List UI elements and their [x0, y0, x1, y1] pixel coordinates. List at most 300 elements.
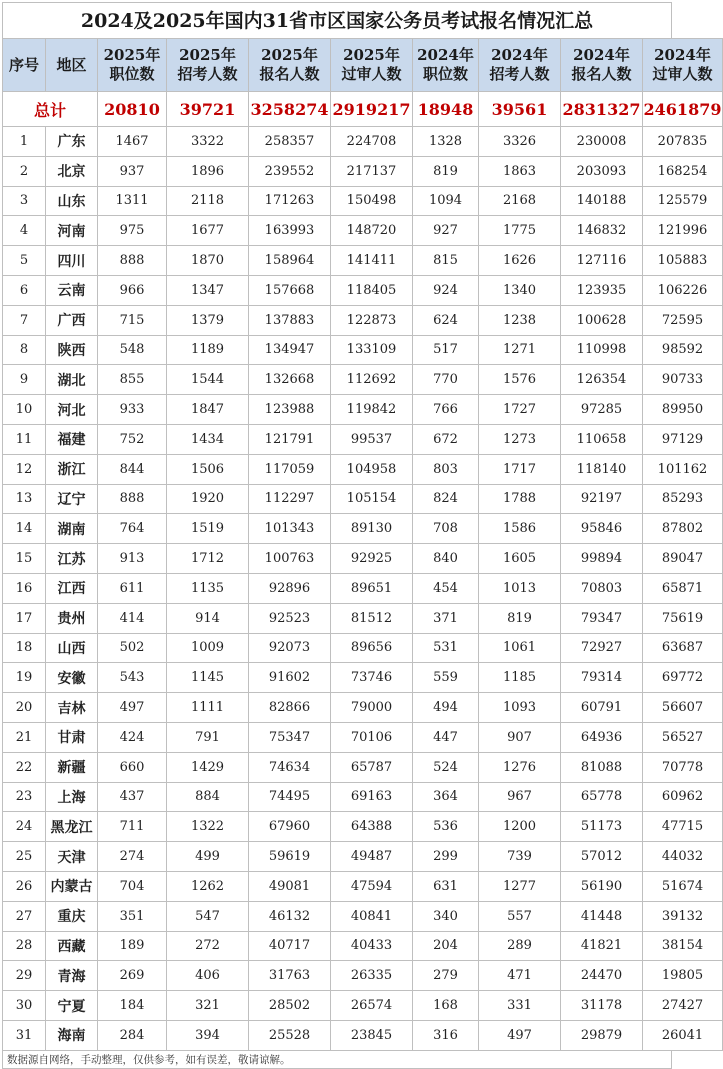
total-cell: 18948	[413, 92, 479, 127]
data-cell: 1276	[479, 752, 561, 782]
data-cell: 65871	[643, 573, 723, 603]
data-cell: 112297	[249, 484, 331, 514]
total-label: 总计	[3, 92, 98, 127]
data-cell: 75619	[643, 603, 723, 633]
data-cell: 739	[479, 842, 561, 872]
data-cell: 1626	[479, 246, 561, 276]
data-cell: 87802	[643, 514, 723, 544]
region-name: 广东	[46, 127, 98, 157]
data-cell: 46132	[249, 901, 331, 931]
data-cell: 69772	[643, 663, 723, 693]
data-cell: 140188	[561, 186, 643, 216]
data-cell: 1273	[479, 424, 561, 454]
data-cell: 1677	[167, 216, 249, 246]
data-cell: 133109	[331, 335, 413, 365]
data-cell: 51674	[643, 871, 723, 901]
data-cell: 819	[413, 156, 479, 186]
data-cell: 92197	[561, 484, 643, 514]
region-name: 新疆	[46, 752, 98, 782]
data-cell: 497	[98, 693, 167, 723]
data-cell: 1506	[167, 454, 249, 484]
table-row	[3, 573, 723, 603]
data-cell: 494	[413, 693, 479, 723]
data-cell: 1200	[479, 812, 561, 842]
data-cell: 258357	[249, 127, 331, 157]
data-cell: 1896	[167, 156, 249, 186]
data-cell: 189	[98, 931, 167, 961]
data-cell: 40717	[249, 931, 331, 961]
data-cell: 1847	[167, 395, 249, 425]
row-number: 2	[3, 156, 46, 186]
data-cell: 272	[167, 931, 249, 961]
column-header: 2025年 职位数	[98, 39, 167, 92]
data-cell: 40433	[331, 931, 413, 961]
data-cell: 524	[413, 752, 479, 782]
data-cell: 101162	[643, 454, 723, 484]
region-name: 上海	[46, 782, 98, 812]
data-cell: 547	[167, 901, 249, 931]
total-cell: 39721	[167, 92, 249, 127]
region-name: 湖北	[46, 365, 98, 395]
data-cell: 60962	[643, 782, 723, 812]
data-cell: 127116	[561, 246, 643, 276]
data-cell: 316	[413, 1020, 479, 1050]
data-cell: 171263	[249, 186, 331, 216]
data-cell: 924	[413, 275, 479, 305]
data-cell: 1605	[479, 544, 561, 574]
data-cell: 125579	[643, 186, 723, 216]
row-number: 9	[3, 365, 46, 395]
data-cell: 1111	[167, 693, 249, 723]
data-cell: 39132	[643, 901, 723, 931]
data-cell: 1311	[98, 186, 167, 216]
region-name: 四川	[46, 246, 98, 276]
region-name: 山东	[46, 186, 98, 216]
data-cell: 59619	[249, 842, 331, 872]
data-cell: 1340	[479, 275, 561, 305]
data-cell: 23845	[331, 1020, 413, 1050]
region-name: 西藏	[46, 931, 98, 961]
total-cell: 3258274	[249, 92, 331, 127]
total-cell: 39561	[479, 92, 561, 127]
data-cell: 203093	[561, 156, 643, 186]
data-cell: 1093	[479, 693, 561, 723]
table-title: 2024及2025年国内31省市区国家公务员考试报名情况汇总	[2, 2, 672, 38]
data-cell: 47594	[331, 871, 413, 901]
data-cell: 47715	[643, 812, 723, 842]
data-cell: 660	[98, 752, 167, 782]
data-cell: 89651	[331, 573, 413, 603]
data-cell: 38154	[643, 931, 723, 961]
table-row	[3, 991, 723, 1021]
data-cell: 1009	[167, 633, 249, 663]
table-row	[3, 246, 723, 276]
column-header: 2024年 过审人数	[643, 39, 723, 92]
table-row	[3, 424, 723, 454]
data-cell: 791	[167, 722, 249, 752]
data-cell: 104958	[331, 454, 413, 484]
table-row	[3, 871, 723, 901]
region-name: 吉林	[46, 693, 98, 723]
data-cell: 914	[167, 603, 249, 633]
data-cell: 708	[413, 514, 479, 544]
column-header: 2024年 职位数	[413, 39, 479, 92]
data-cell: 711	[98, 812, 167, 842]
region-name: 内蒙古	[46, 871, 98, 901]
data-cell: 72595	[643, 305, 723, 335]
data-cell: 855	[98, 365, 167, 395]
data-cell: 217137	[331, 156, 413, 186]
table-row	[3, 395, 723, 425]
data-cell: 1094	[413, 186, 479, 216]
region-name: 宁夏	[46, 991, 98, 1021]
data-cell: 1238	[479, 305, 561, 335]
data-cell: 3326	[479, 127, 561, 157]
data-cell: 497	[479, 1020, 561, 1050]
data-cell: 907	[479, 722, 561, 752]
data-cell: 74495	[249, 782, 331, 812]
table-row	[3, 544, 723, 574]
column-header: 2025年 招考人数	[167, 39, 249, 92]
data-cell: 79000	[331, 693, 413, 723]
table-row	[3, 633, 723, 663]
data-cell: 1061	[479, 633, 561, 663]
data-cell: 1870	[167, 246, 249, 276]
region-name: 江西	[46, 573, 98, 603]
data-cell: 2168	[479, 186, 561, 216]
data-cell: 1271	[479, 335, 561, 365]
region-name: 广西	[46, 305, 98, 335]
row-number: 16	[3, 573, 46, 603]
table-row	[3, 842, 723, 872]
row-number: 21	[3, 722, 46, 752]
table-row	[3, 961, 723, 991]
data-cell: 1189	[167, 335, 249, 365]
data-cell: 1328	[413, 127, 479, 157]
table-row	[3, 127, 723, 157]
data-cell: 67960	[249, 812, 331, 842]
data-cell: 204	[413, 931, 479, 961]
data-cell: 95846	[561, 514, 643, 544]
row-number: 6	[3, 275, 46, 305]
region-name: 海南	[46, 1020, 98, 1050]
data-cell: 65778	[561, 782, 643, 812]
region-name: 河北	[46, 395, 98, 425]
region-name: 北京	[46, 156, 98, 186]
data-cell: 1145	[167, 663, 249, 693]
data-cell: 340	[413, 901, 479, 931]
data-cell: 28502	[249, 991, 331, 1021]
data-cell: 41821	[561, 931, 643, 961]
region-name: 福建	[46, 424, 98, 454]
data-cell: 82866	[249, 693, 331, 723]
data-cell: 888	[98, 246, 167, 276]
data-cell: 163993	[249, 216, 331, 246]
row-number: 20	[3, 693, 46, 723]
data-cell: 19805	[643, 961, 723, 991]
data-cell: 26335	[331, 961, 413, 991]
data-cell: 279	[413, 961, 479, 991]
data-cell: 81088	[561, 752, 643, 782]
column-header: 2025年 报名人数	[249, 39, 331, 92]
data-cell: 118140	[561, 454, 643, 484]
region-name: 浙江	[46, 454, 98, 484]
total-cell: 20810	[98, 92, 167, 127]
data-cell: 884	[167, 782, 249, 812]
data-cell: 927	[413, 216, 479, 246]
data-cell: 74634	[249, 752, 331, 782]
table-row	[3, 275, 723, 305]
data-cell: 132668	[249, 365, 331, 395]
row-number: 30	[3, 991, 46, 1021]
data-cell: 110658	[561, 424, 643, 454]
data-cell: 90733	[643, 365, 723, 395]
data-cell: 471	[479, 961, 561, 991]
data-cell: 299	[413, 842, 479, 872]
region-name: 重庆	[46, 901, 98, 931]
data-cell: 56190	[561, 871, 643, 901]
table-row	[3, 782, 723, 812]
data-cell: 92073	[249, 633, 331, 663]
data-cell: 100763	[249, 544, 331, 574]
data-cell: 105883	[643, 246, 723, 276]
row-number: 22	[3, 752, 46, 782]
row-number: 18	[3, 633, 46, 663]
data-cell: 56607	[643, 693, 723, 723]
data-cell: 123935	[561, 275, 643, 305]
row-number: 17	[3, 603, 46, 633]
total-cell: 2461879	[643, 92, 723, 127]
row-number: 24	[3, 812, 46, 842]
table-row	[3, 335, 723, 365]
data-cell: 207835	[643, 127, 723, 157]
data-cell: 913	[98, 544, 167, 574]
data-cell: 24470	[561, 961, 643, 991]
data-cell: 168254	[643, 156, 723, 186]
data-cell: 321	[167, 991, 249, 1021]
data-cell: 1013	[479, 573, 561, 603]
data-cell: 1788	[479, 484, 561, 514]
data-cell: 64936	[561, 722, 643, 752]
row-number: 12	[3, 454, 46, 484]
data-cell: 454	[413, 573, 479, 603]
data-cell: 967	[479, 782, 561, 812]
data-cell: 31763	[249, 961, 331, 991]
row-number: 8	[3, 335, 46, 365]
column-header: 2024年 报名人数	[561, 39, 643, 92]
data-cell: 137883	[249, 305, 331, 335]
row-number: 26	[3, 871, 46, 901]
data-cell: 41448	[561, 901, 643, 931]
data-cell: 26041	[643, 1020, 723, 1050]
data-cell: 1135	[167, 573, 249, 603]
data-cell: 933	[98, 395, 167, 425]
table-row	[3, 454, 723, 484]
data-cell: 1185	[479, 663, 561, 693]
data-cell: 146832	[561, 216, 643, 246]
data-cell: 766	[413, 395, 479, 425]
data-cell: 1262	[167, 871, 249, 901]
row-number: 23	[3, 782, 46, 812]
data-cell: 1775	[479, 216, 561, 246]
data-cell: 752	[98, 424, 167, 454]
table-row	[3, 305, 723, 335]
table-row	[3, 603, 723, 633]
data-cell: 60791	[561, 693, 643, 723]
data-cell: 141411	[331, 246, 413, 276]
data-cell: 99537	[331, 424, 413, 454]
recruitment-table	[2, 38, 723, 1051]
data-cell: 56527	[643, 722, 723, 752]
data-cell: 447	[413, 722, 479, 752]
data-cell: 1576	[479, 365, 561, 395]
table-row	[3, 752, 723, 782]
data-cell: 394	[167, 1020, 249, 1050]
total-row	[3, 92, 723, 127]
data-cell: 117059	[249, 454, 331, 484]
table-row	[3, 901, 723, 931]
data-cell: 70778	[643, 752, 723, 782]
data-cell: 819	[479, 603, 561, 633]
data-cell: 85293	[643, 484, 723, 514]
data-cell: 121791	[249, 424, 331, 454]
data-cell: 122873	[331, 305, 413, 335]
data-cell: 764	[98, 514, 167, 544]
data-cell: 815	[413, 246, 479, 276]
data-cell: 1322	[167, 812, 249, 842]
row-number: 11	[3, 424, 46, 454]
data-cell: 29879	[561, 1020, 643, 1050]
data-cell: 98592	[643, 335, 723, 365]
column-header: 2025年 过审人数	[331, 39, 413, 92]
data-cell: 224708	[331, 127, 413, 157]
data-cell: 803	[413, 454, 479, 484]
data-cell: 715	[98, 305, 167, 335]
column-header: 序号	[3, 39, 46, 92]
data-cell: 1429	[167, 752, 249, 782]
data-cell: 148720	[331, 216, 413, 246]
data-cell: 118405	[331, 275, 413, 305]
data-cell: 73746	[331, 663, 413, 693]
data-cell: 230008	[561, 127, 643, 157]
data-cell: 92523	[249, 603, 331, 633]
header-row	[3, 39, 723, 92]
region-name: 山西	[46, 633, 98, 663]
data-cell: 81512	[331, 603, 413, 633]
data-cell: 126354	[561, 365, 643, 395]
table-row	[3, 693, 723, 723]
region-name: 黑龙江	[46, 812, 98, 842]
row-number: 19	[3, 663, 46, 693]
data-cell: 284	[98, 1020, 167, 1050]
region-name: 青海	[46, 961, 98, 991]
table-row	[3, 722, 723, 752]
data-cell: 168	[413, 991, 479, 1021]
total-cell: 2919217	[331, 92, 413, 127]
data-cell: 704	[98, 871, 167, 901]
region-name: 河南	[46, 216, 98, 246]
data-cell: 1717	[479, 454, 561, 484]
data-cell: 89047	[643, 544, 723, 574]
data-cell: 150498	[331, 186, 413, 216]
data-cell: 97129	[643, 424, 723, 454]
data-cell: 531	[413, 633, 479, 663]
data-cell: 536	[413, 812, 479, 842]
table-row	[3, 156, 723, 186]
data-cell: 824	[413, 484, 479, 514]
data-cell: 112692	[331, 365, 413, 395]
data-cell: 44032	[643, 842, 723, 872]
region-name: 江苏	[46, 544, 98, 574]
row-number: 4	[3, 216, 46, 246]
table-row	[3, 663, 723, 693]
data-cell: 89130	[331, 514, 413, 544]
data-cell: 770	[413, 365, 479, 395]
data-cell: 51173	[561, 812, 643, 842]
footer-note: 数据源自网络，手动整理，仅供参考，如有误差，敬请谅解。	[2, 1051, 672, 1069]
data-cell: 63687	[643, 633, 723, 663]
data-cell: 543	[98, 663, 167, 693]
table-row	[3, 931, 723, 961]
data-cell: 92925	[331, 544, 413, 574]
row-number: 15	[3, 544, 46, 574]
data-cell: 121996	[643, 216, 723, 246]
data-cell: 64388	[331, 812, 413, 842]
data-cell: 75347	[249, 722, 331, 752]
data-cell: 27427	[643, 991, 723, 1021]
data-cell: 72927	[561, 633, 643, 663]
data-cell: 1544	[167, 365, 249, 395]
data-cell: 123988	[249, 395, 331, 425]
region-name: 贵州	[46, 603, 98, 633]
data-cell: 406	[167, 961, 249, 991]
data-cell: 1712	[167, 544, 249, 574]
data-cell: 101343	[249, 514, 331, 544]
data-cell: 351	[98, 901, 167, 931]
data-cell: 1727	[479, 395, 561, 425]
data-cell: 1519	[167, 514, 249, 544]
data-cell: 26574	[331, 991, 413, 1021]
total-cell: 2831327	[561, 92, 643, 127]
data-cell: 888	[98, 484, 167, 514]
data-cell: 99894	[561, 544, 643, 574]
data-cell: 624	[413, 305, 479, 335]
row-number: 3	[3, 186, 46, 216]
data-cell: 157668	[249, 275, 331, 305]
table-row	[3, 484, 723, 514]
region-name: 辽宁	[46, 484, 98, 514]
data-cell: 1467	[98, 127, 167, 157]
data-cell: 106226	[643, 275, 723, 305]
data-cell: 100628	[561, 305, 643, 335]
data-cell: 49487	[331, 842, 413, 872]
data-cell: 414	[98, 603, 167, 633]
document-page	[0, 2, 722, 1066]
data-cell: 97285	[561, 395, 643, 425]
data-cell: 25528	[249, 1020, 331, 1050]
region-name: 云南	[46, 275, 98, 305]
data-cell: 517	[413, 335, 479, 365]
data-cell: 239552	[249, 156, 331, 186]
row-number: 25	[3, 842, 46, 872]
data-cell: 557	[479, 901, 561, 931]
data-cell: 158964	[249, 246, 331, 276]
region-name: 湖南	[46, 514, 98, 544]
table-row	[3, 812, 723, 842]
row-number: 13	[3, 484, 46, 514]
data-cell: 31178	[561, 991, 643, 1021]
data-cell: 548	[98, 335, 167, 365]
